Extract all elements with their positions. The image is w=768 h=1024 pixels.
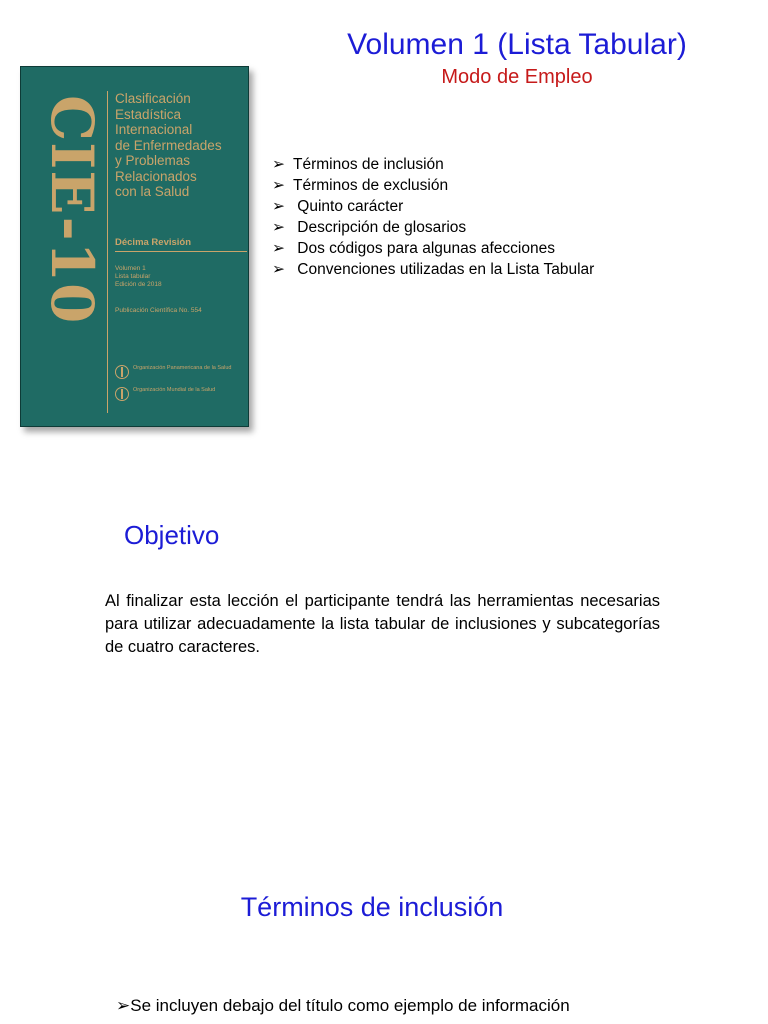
book-cover-image bbox=[20, 66, 249, 427]
page-title: Volumen 1 (Lista Tabular) bbox=[347, 28, 687, 61]
cover-org-paho: Organización Panamericana de la Salud bbox=[115, 365, 247, 383]
cover-org-who: Organización Mundial de la Salud bbox=[115, 387, 247, 405]
list-item: ➢ Convenciones utilizadas en la Lista Tabular bbox=[272, 261, 595, 278]
globe-emblem-icon bbox=[115, 365, 129, 379]
cover-publication: Publicación Científica No. 554 bbox=[115, 307, 202, 314]
contents-list bbox=[272, 154, 594, 280]
cover-title: Clasificación Estadística Internacional de Enfermedades y Problemas Relacionados con la Salud bbox=[115, 91, 222, 199]
arrow-bullet-icon: ➢ bbox=[272, 219, 285, 236]
arrow-bullet-icon: ➢ bbox=[272, 240, 285, 257]
objective-paragraph: Al finalizar esta lección el participante tendrá las herramientas necesarias para utilizar adecuadamente la lista tabular de inclusiones y subcategorías de cuatro caracteres. bbox=[105, 592, 660, 656]
page-subtitle: Modo de Empleo bbox=[441, 66, 593, 88]
arrow-bullet-icon: ➢ bbox=[272, 261, 285, 278]
section-heading: Términos de inclusión bbox=[240, 892, 504, 922]
list-item: ➢ Descripción de glosarios bbox=[272, 219, 467, 236]
arrow-bullet-icon: ➢ bbox=[116, 996, 131, 1015]
arrow-bullet-icon: ➢ bbox=[272, 198, 285, 215]
list-item: ➢ Dos códigos para algunas afecciones bbox=[272, 240, 555, 257]
cover-code: CIE-10 bbox=[38, 95, 106, 325]
cover-revision: Décima Revisión bbox=[115, 237, 247, 252]
cover-divider bbox=[107, 91, 108, 413]
arrow-bullet-icon: ➢ bbox=[272, 156, 285, 173]
objective-heading: Objetivo bbox=[124, 520, 220, 550]
who-emblem-icon bbox=[115, 387, 129, 401]
section-bullet: ➢Se incluyen debajo del título como ejemplo de información bbox=[116, 996, 570, 1015]
list-item: ➢ Términos de exclusión bbox=[272, 177, 449, 194]
arrow-bullet-icon: ➢ bbox=[272, 177, 285, 194]
list-item: ➢ Quinto carácter bbox=[272, 198, 404, 215]
cover-volume-info: Volumen 1 Lista tabular Edición de 2018 bbox=[115, 265, 162, 288]
list-item: ➢ Términos de inclusión bbox=[272, 156, 444, 173]
